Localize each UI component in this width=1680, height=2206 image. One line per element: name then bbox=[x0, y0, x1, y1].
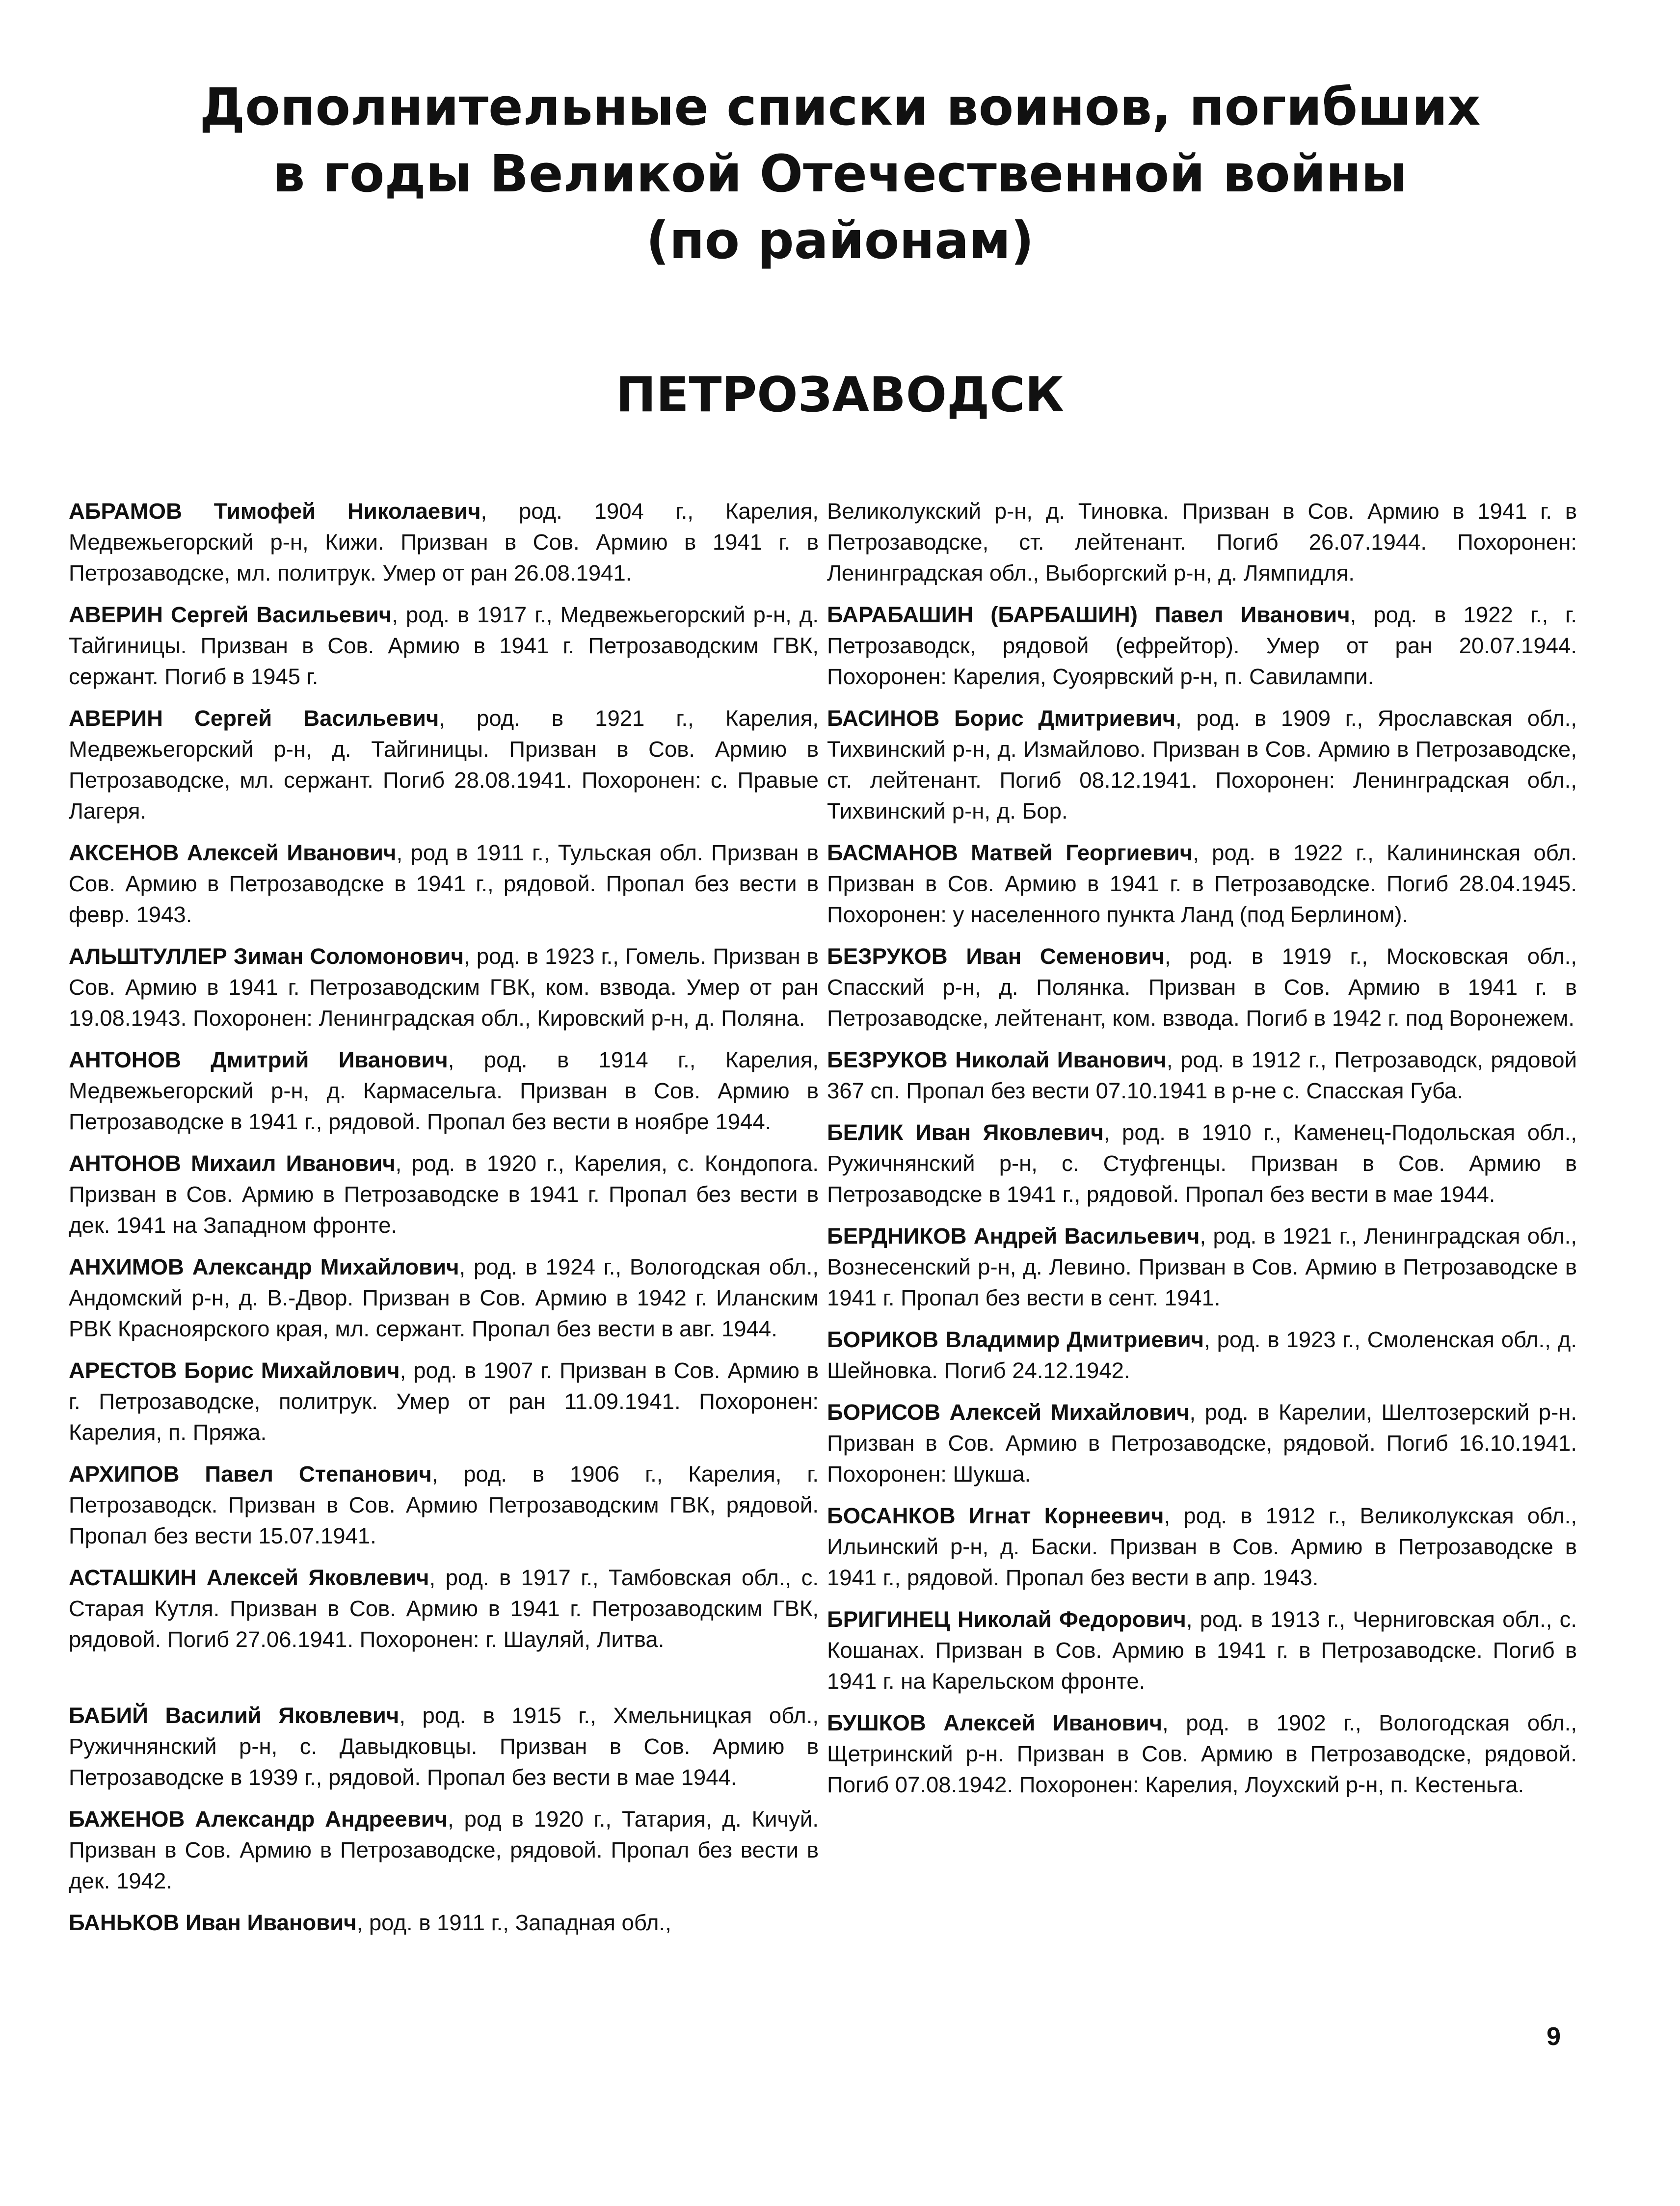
list-item bbox=[69, 1459, 819, 1551]
list-item bbox=[69, 1044, 819, 1137]
entry-details: , род. в 1920 г., Карелия, с. Кондопога. Призван в Сов. Армию в Петрозаводске в 1941 г. Пропал без вести в дек. 1941 на Западном фронте. bbox=[69, 1151, 819, 1238]
list-item bbox=[827, 1500, 1577, 1593]
entry-details: , род. в 1923 г., Смоленская обл., д. Шейновка. Погиб 24.12.1942. bbox=[827, 1327, 1577, 1383]
entry-details: , род. в 1910 г., Каменец-Подольская обл., Ружичнянский р-н, с. Стуфгенцы. Призван в Сов. Армию в Петрозаводске в 1941 г., рядовой. Пропал без вести в мае 1944. bbox=[827, 1120, 1577, 1207]
soldier-name: АБРАМОВ Тимофей Николаевич bbox=[69, 499, 481, 524]
soldier-name: БАСИНОВ Борис Дмитриевич bbox=[827, 706, 1176, 731]
title-line: Дополнительные списки воинов, погибших bbox=[199, 77, 1481, 137]
entry-details: , род. в 1917 г., Медвежьегорский р-н, д. Тайгиницы. Призван в Сов. Армию в 1941 г. Петрозаводским ГВК, сержант. Погиб в 1945 г. bbox=[69, 602, 819, 689]
entry-details: , род. в 1921 г., Ленинградская обл., Вознесенский р-н, д. Левино. Призван в Сов. Армию в Петрозаводске в 1941 г. Пропал без вести в сент. 1941. bbox=[827, 1223, 1577, 1310]
list-item bbox=[827, 1044, 1577, 1106]
list-item bbox=[827, 1221, 1577, 1313]
list-item bbox=[827, 1117, 1577, 1210]
soldier-name: БЕРДНИКОВ Андрей Васильевич bbox=[827, 1223, 1200, 1249]
soldier-name: БОСАНКОВ Игнат Корнеевич bbox=[827, 1503, 1164, 1528]
entry-details: Великолукский р-н, д. Тиновка. Призван в Сов. Армию в 1941 г. в Петрозаводске, ст. лейтенант. Погиб 26.07.1944. Похоронен: Ленинградская обл., Выборгский р-н, д. Лямпидля. bbox=[827, 499, 1577, 585]
list-item bbox=[69, 1804, 819, 1896]
soldier-name: АНХИМОВ Александр Михайлович bbox=[69, 1254, 459, 1279]
entry-details: , род. в 1909 г., Ярославская обл., Тихвинский р-н, д. Измайлово. Призван в Сов. Армию в Петрозаводске, ст. лейтенант. Погиб 08.12.1941. Похоронен: Ленинградская обл., Тихвинский р-н, д. Бор. bbox=[827, 706, 1577, 824]
list-item bbox=[69, 703, 819, 826]
soldier-name: БОРИКОВ Владимир Дмитриевич bbox=[827, 1327, 1204, 1352]
list-item bbox=[69, 1907, 819, 1938]
soldier-name: АНТОНОВ Михаил Иванович bbox=[69, 1151, 396, 1176]
entry-details: , род. в 1914 г., Карелия, Медвежьегорский р-н, д. Кармасельга. Призван в Сов. Армию в Петрозаводске в 1941 г., рядовой. Пропал без вести в ноябре 1944. bbox=[69, 1047, 819, 1134]
list-item bbox=[827, 941, 1577, 1034]
entry-details: , род. в 1922 г., Калининская обл. Призван в Сов. Армию в 1941 г. в Петрозаводске. Погиб 28.04.1945. Похоронен: у населенного пункта Ланд (под Берлином). bbox=[827, 840, 1577, 927]
list-item bbox=[69, 1355, 819, 1448]
list-item bbox=[69, 1700, 819, 1793]
soldier-name: БАНЬКОВ Иван Иванович bbox=[69, 1910, 357, 1935]
section-title: ПЕТРОЗАВОДСК bbox=[615, 367, 1065, 423]
page-title bbox=[98, 74, 1582, 274]
soldier-name: БЕЗРУКОВ Иван Семенович bbox=[827, 944, 1165, 969]
page-number: 9 bbox=[1547, 2022, 1561, 2051]
soldier-name: АКСЕНОВ Алексей Иванович bbox=[69, 840, 397, 865]
entry-details: , род. в 1915 г., Хмельницкая обл., Ружичнянский р-н, с. Давыдковцы. Призван в Сов. Армию в Петрозаводске в 1939 г., рядовой. Пропал без вести в мае 1944. bbox=[69, 1703, 819, 1790]
soldier-name: АВЕРИН Сергей Васильевич bbox=[69, 706, 439, 731]
soldier-name: БАСМАНОВ Матвей Георгиевич bbox=[827, 840, 1193, 865]
list-item bbox=[827, 496, 1577, 588]
left-column bbox=[69, 496, 819, 1949]
entry-details: , род. в 1906 г., Карелия, г. Петрозаводск. Призван в Сов. Армию Петрозаводским ГВК, рядовой. Пропал без вести 15.07.1941. bbox=[69, 1462, 819, 1548]
entry-details: , род. в 1917 г., Тамбовская обл., с. Старая Кутля. Призван в Сов. Армию в 1941 г. Петрозаводским ГВК, рядовой. Погиб 27.06.1941. Похоронен: г. Шауляй, Литва. bbox=[69, 1565, 819, 1652]
entry-details: , род. в 1907 г. Призван в Сов. Армию в г. Петрозаводске, политрук. Умер от ран 11.09.1941. Похоронен: Карелия, п. Пряжа. bbox=[69, 1358, 819, 1445]
soldier-name: БАБИЙ Василий Яковлевич bbox=[69, 1703, 400, 1728]
soldier-name: БЕЗРУКОВ Николай Иванович bbox=[827, 1047, 1167, 1072]
soldier-name: АРЕСТОВ Борис Михайлович bbox=[69, 1358, 400, 1383]
list-item bbox=[827, 599, 1577, 692]
soldier-name: БУШКОВ Алексей Иванович bbox=[827, 1710, 1163, 1735]
soldier-name: БЕЛИК Иван Яковлевич bbox=[827, 1120, 1104, 1145]
entry-details: , род. 1904 г., Карелия, Медвежьегорский р-н, Кижи. Призван в Сов. Армию в 1941 г. в Петрозаводске, мл. политрук. Умер от ран 26.08.1941. bbox=[69, 499, 819, 585]
list-item bbox=[827, 1324, 1577, 1386]
list-item bbox=[69, 1251, 819, 1344]
list-item bbox=[69, 1562, 819, 1655]
soldier-name: АНТОНОВ Дмитрий Иванович bbox=[69, 1047, 448, 1072]
entry-details: , род. в 1911 г., Западная обл., bbox=[356, 1910, 671, 1935]
entry-details: , род. в 1923 г., Гомель. Призван в Сов. Армию в 1941 г. Петрозаводским ГВК, ком. взвода. Умер от ран 19.08.1943. Похоронен: Ленинградская обл., Кировский р-н, д. Поляна. bbox=[69, 944, 819, 1031]
list-item bbox=[827, 703, 1577, 826]
soldier-name: АСТАШКИН Алексей Яковлевич bbox=[69, 1565, 429, 1590]
list-item bbox=[69, 599, 819, 692]
entry-details: , род. в 1902 г., Вологодская обл., Щетринский р-н. Призван в Сов. Армию в Петрозаводске, рядовой. Погиб 07.08.1942. Похоронен: Карелия, Лоухский р-н, п. Кестеньга. bbox=[827, 1710, 1577, 1797]
soldier-name: БРИГИНЕЦ Николай Федорович bbox=[827, 1607, 1186, 1632]
soldier-name: АЛЬШТУЛЛЕР Зиман Соломонович bbox=[69, 944, 464, 969]
title-line: (по районам) bbox=[646, 211, 1034, 270]
list-item bbox=[69, 1148, 819, 1241]
list-item bbox=[69, 941, 819, 1034]
entry-details: , род. в 1912 г., Петрозаводск, рядовой 367 сп. Пропал без вести 07.10.1941 в р-не с. Спасская Губа. bbox=[827, 1047, 1577, 1103]
entry-details: , род. в 1919 г., Московская обл., Спасский р-н, д. Полянка. Призван в Сов. Армию в 1941 г. в Петрозаводске, лейтенант, ком. взвода. Погиб в 1942 г. под Воронежем. bbox=[827, 944, 1577, 1031]
title-line: в годы Великой Отечественной войны bbox=[272, 144, 1408, 204]
soldier-name: БАЖЕНОВ Александр Андреевич bbox=[69, 1807, 448, 1832]
entry-details: , род. в Карелии, Шелтозерский р-н. Призван в Сов. Армию в Петрозаводске, рядовой. Погиб 16.10.1941. Похоронен: Шукша. bbox=[827, 1400, 1577, 1487]
entry-details: , род. в 1921 г., Карелия, Медвежьегорский р-н, д. Тайгиницы. Призван в Сов. Армию в Петрозаводске, мл. сержант. Погиб 28.08.1941. Похоронен: с. Правые Лагеря. bbox=[69, 706, 819, 824]
list-item bbox=[827, 1397, 1577, 1489]
soldier-name: БОРИСОВ Алексей Михайлович bbox=[827, 1400, 1190, 1425]
entry-details: , род. в 1912 г., Великолукская обл., Ильинский р-н, д. Баски. Призван в Сов. Армию в Петрозаводске в 1941 г., рядовой. Пропал без вести в апр. 1943. bbox=[827, 1503, 1577, 1590]
soldier-name: АРХИПОВ Павел Степанович bbox=[69, 1462, 432, 1487]
soldier-name: БАРАБАШИН (БАРБАШИН) Павел Иванович bbox=[827, 602, 1350, 627]
list-item bbox=[827, 837, 1577, 930]
entry-details: , род в 1911 г., Тульская обл. Призван в Сов. Армию в Петрозаводске в 1941 г., рядовой. Пропал без вести в февр. 1943. bbox=[69, 840, 819, 927]
list-item bbox=[827, 1604, 1577, 1697]
list-item bbox=[827, 1707, 1577, 1800]
right-column bbox=[827, 496, 1577, 1811]
entry-details: , род. в 1913 г., Черниговская обл., с. Кошанах. Призван в Сов. Армию в 1941 г. в Петрозаводске. Погиб в 1941 г. на Карельском фронте. bbox=[827, 1607, 1577, 1694]
entry-details: , род. в 1922 г., г. Петрозаводск, рядовой (ефрейтор). Умер от ран 20.07.1944. Похоронен: Карелия, Суоярвский р-н, п. Савилампи. bbox=[827, 602, 1577, 689]
entry-details: , род в 1920 г., Татария, д. Кичуй. Призван в Сов. Армию в Петрозаводске, рядовой. Пропал без вести в дек. 1942. bbox=[69, 1807, 819, 1893]
soldier-name: АВЕРИН Сергей Васильевич bbox=[69, 602, 392, 627]
list-item bbox=[69, 837, 819, 930]
entry-details: , род. в 1924 г., Вологодская обл., Андомский р-н, д. В.-Двор. Призван в Сов. Армию в 1942 г. Иланским РВК Красноярского края, мл. сержант. Пропал без вести в авг. 1944. bbox=[69, 1254, 819, 1341]
list-item bbox=[69, 496, 819, 588]
